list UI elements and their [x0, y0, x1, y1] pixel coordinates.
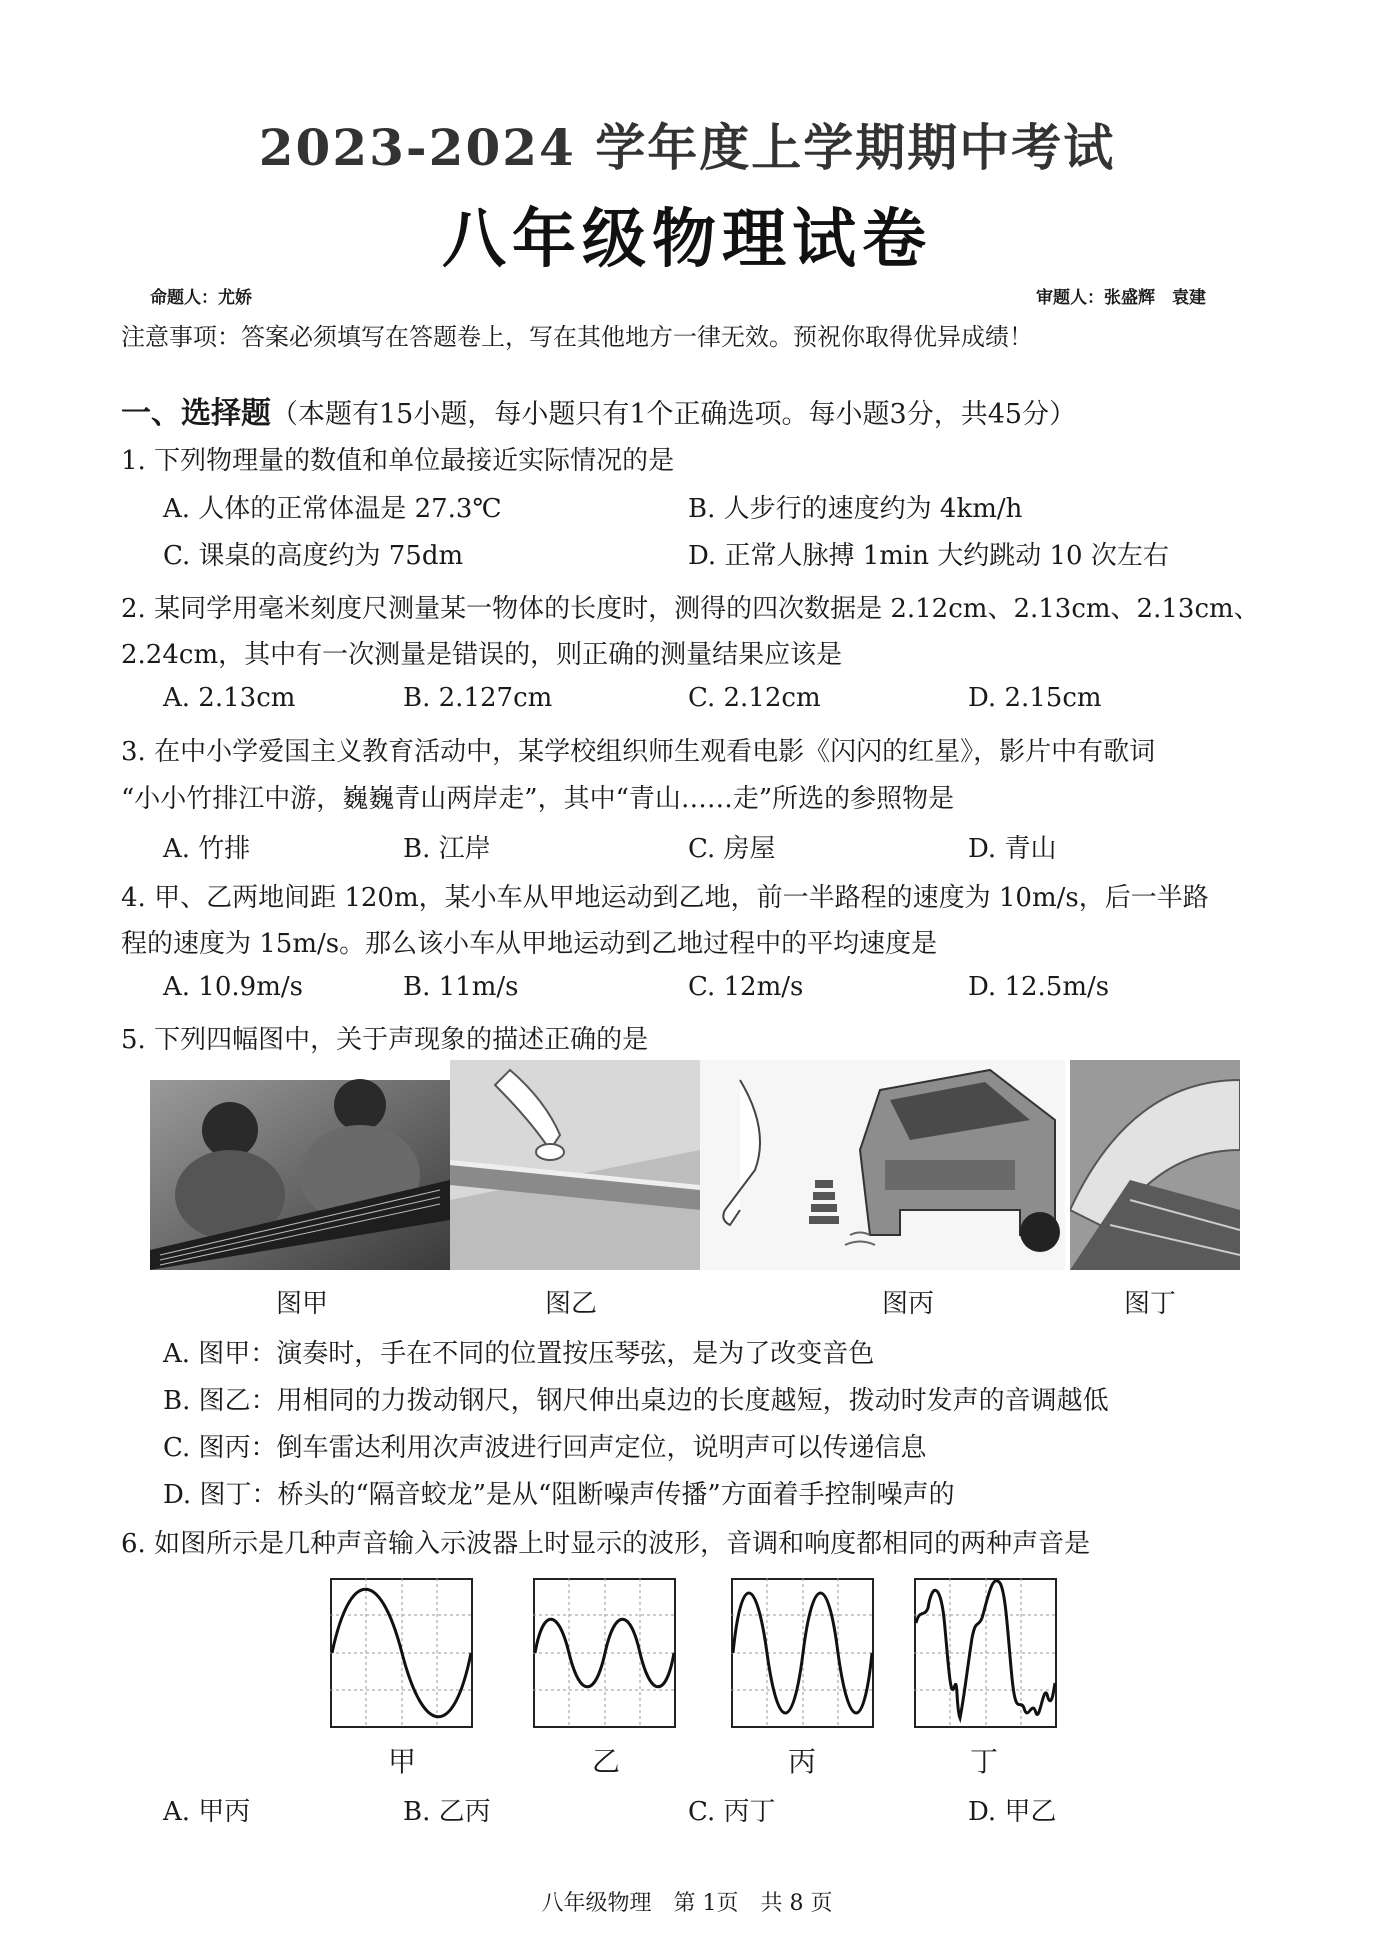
q4-option-c: C. 12m/s — [688, 972, 804, 1002]
q2-option-c: C. 2.12cm — [688, 683, 821, 713]
q3-stem-line2: “小小竹排江中游，巍巍青山两岸走”，其中“青山……走”所选的参照物是 — [121, 784, 955, 814]
q6-option-c: C. 丙丁 — [688, 1797, 776, 1827]
figure-jia-image — [150, 1060, 450, 1270]
q4-option-a: A. 10.9m/s — [163, 972, 303, 1002]
reviewer: 审题人：张盛辉 袁建 — [1036, 288, 1206, 308]
q1-stem: 1. 下列物理量的数值和单位最接近实际情况的是 — [121, 446, 675, 476]
q2-option-d: D. 2.15cm — [968, 683, 1102, 713]
section-name: 一、选择题 — [121, 396, 271, 431]
q5-option-d: D. 图丁：桥头的“隔音蛟龙”是从“阻断噪声传播”方面着手控制噪声的 — [163, 1480, 955, 1510]
q5-option-b: B. 图乙：用相同的力拨动钢尺，钢尺伸出桌边的长度越短，拨动时发声的音调越低 — [163, 1386, 1109, 1416]
waveform-jia — [330, 1578, 473, 1728]
page-footer: 八年级物理 第 1页 共 8 页 — [541, 1891, 833, 1916]
figure-ding-image — [1070, 1060, 1240, 1270]
q5-option-a: A. 图甲：演奏时，手在不同的位置按压琴弦，是为了改变音色 — [163, 1339, 875, 1369]
section-heading — [121, 388, 1076, 432]
author: 命题人：尤娇 — [150, 288, 252, 308]
q5-option-c: C. 图丙：倒车雷达利用次声波进行回声定位，说明声可以传递信息 — [163, 1433, 927, 1463]
figure-yi-caption: 图乙 — [545, 1289, 598, 1319]
q3-option-c: C. 房屋 — [688, 834, 776, 864]
exam-title: 2023-2024 学年度上学期期中考试 — [258, 118, 1116, 177]
q1-option-c: C. 课桌的高度约为 75dm — [163, 541, 464, 571]
waveform-bing-caption: 丙 — [788, 1745, 817, 1778]
waveform-yi-caption: 乙 — [592, 1745, 621, 1778]
q1-option-a: A. 人体的正常体温是 27.3℃ — [163, 494, 502, 524]
exam-subtitle: 八年级物理试卷 — [442, 202, 932, 277]
figure-jia-caption: 图甲 — [276, 1289, 329, 1319]
q3-stem-line1: 3. 在中小学爱国主义教育活动中，某学校组织师生观看电影《闪闪的红星》，影片中有歌词 — [121, 737, 1156, 767]
q6-option-b: B. 乙丙 — [403, 1797, 491, 1827]
q4-stem-line1: 4. 甲、乙两地间距 120m，某小车从甲地运动到乙地，前一半路程的速度为 10m/s，后一半路 — [121, 883, 1209, 913]
notice: 注意事项：答案必须填写在答题卷上，写在其他地方一律无效。预祝你取得优异成绩！ — [121, 323, 1033, 351]
waveform-bing — [731, 1578, 874, 1728]
q4-option-b: B. 11m/s — [403, 972, 519, 1002]
q2-option-b: B. 2.127cm — [403, 683, 553, 713]
figure-ding-caption: 图丁 — [1124, 1289, 1177, 1319]
q1-option-b: B. 人步行的速度约为 4km/h — [688, 494, 1023, 524]
q3-option-d: D. 青山 — [968, 834, 1057, 864]
q6-stem: 6. 如图所示是几种声音输入示波器上时显示的波形，音调和响度都相同的两种声音是 — [121, 1529, 1091, 1559]
figure-bing-image — [700, 1060, 1065, 1270]
q4-stem-line2: 程的速度为 15m/s。那么该小车从甲地运动到乙地过程中的平均速度是 — [121, 929, 938, 959]
section-desc: （本题有15小题，每小题只有1个正确选项。每小题3分，共45分） — [271, 399, 1077, 430]
q2-option-a: A. 2.13cm — [163, 683, 296, 713]
waveform-ding-caption: 丁 — [970, 1745, 999, 1778]
q6-option-a: A. 甲丙 — [163, 1797, 251, 1827]
q4-option-d: D. 12.5m/s — [968, 972, 1110, 1002]
figure-yi-image — [450, 1060, 700, 1270]
q1-option-d: D. 正常人脉搏 1min 大约跳动 10 次左右 — [688, 541, 1169, 571]
figure-bing-caption: 图丙 — [882, 1289, 935, 1319]
q2-stem-line2: 2.24cm，其中有一次测量是错误的，则正确的测量结果应该是 — [121, 640, 843, 670]
q2-stem-line1: 2. 某同学用毫米刻度尺测量某一物体的长度时，测得的四次数据是 2.12cm、2.13cm、2.13cm、 — [121, 594, 1260, 624]
waveform-ding — [914, 1578, 1057, 1728]
q6-option-d: D. 甲乙 — [968, 1797, 1057, 1827]
waveform-jia-caption: 甲 — [388, 1745, 417, 1778]
q5-stem: 5. 下列四幅图中，关于声现象的描述正确的是 — [121, 1025, 649, 1055]
q3-option-a: A. 竹排 — [163, 834, 251, 864]
waveform-yi — [533, 1578, 676, 1728]
q3-option-b: B. 江岸 — [403, 834, 491, 864]
